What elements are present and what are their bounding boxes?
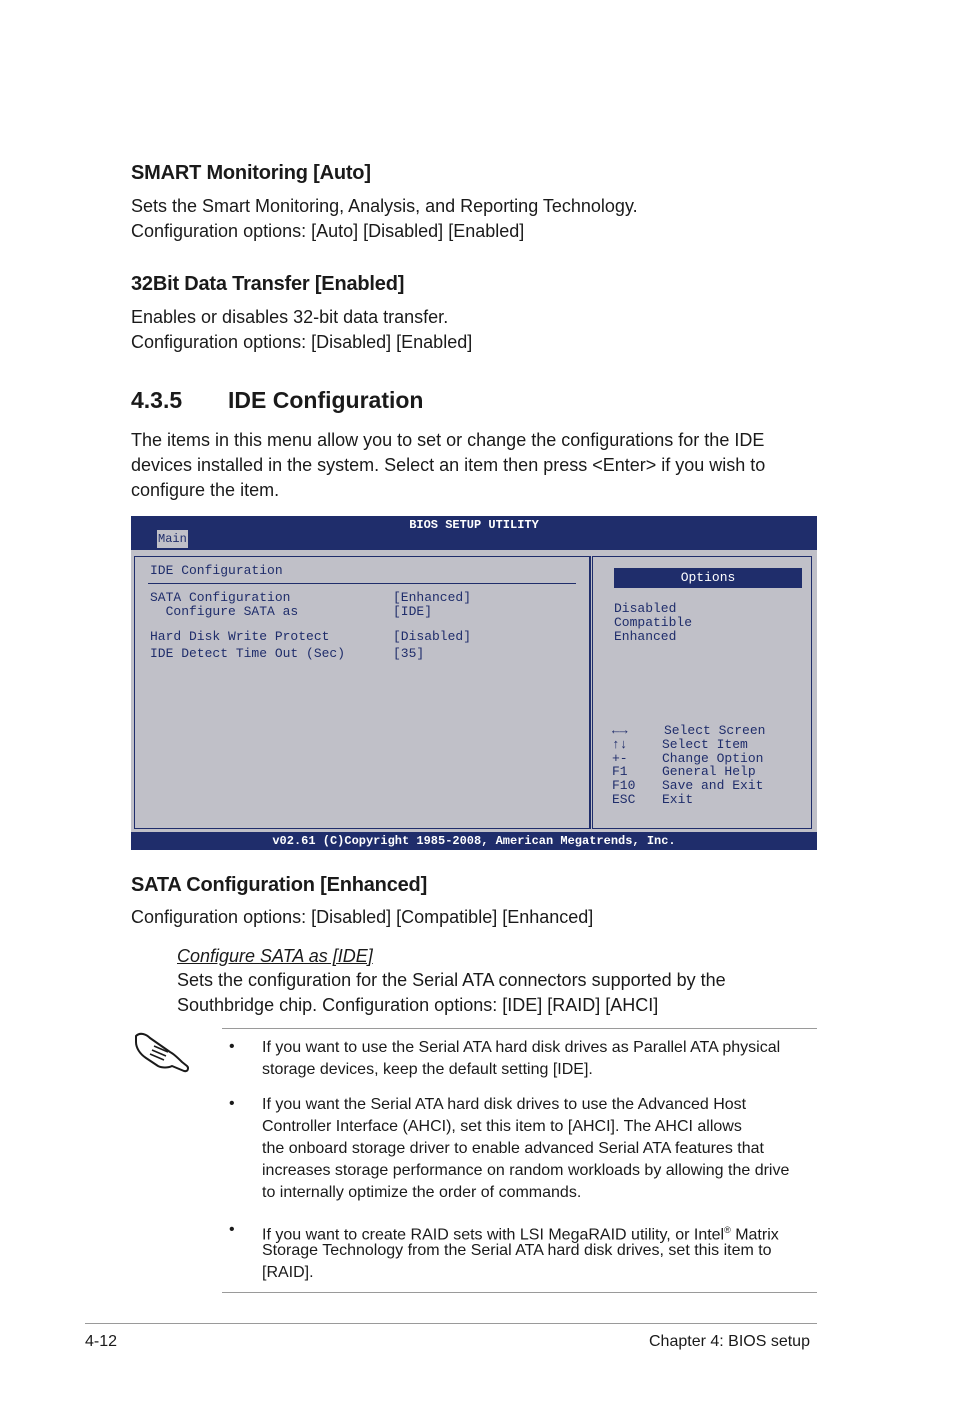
note-text: Controller Interface (AHCI), set this item to [AHCI]. The AHCI allows bbox=[262, 1118, 742, 1135]
bios-key: ↑↓ bbox=[612, 737, 628, 752]
bullet-dot: • bbox=[229, 1038, 235, 1055]
bit32-heading: 32Bit Data Transfer [Enabled] bbox=[131, 273, 405, 295]
bullet-dot: • bbox=[229, 1221, 235, 1238]
note-text: storage devices, keep the default setting [IDE]. bbox=[262, 1061, 593, 1078]
ide-intro-3: configure the item. bbox=[131, 480, 280, 500]
bios-row-label[interactable]: IDE Detect Time Out (Sec) bbox=[150, 646, 346, 661]
smart-options: Configuration options: [Auto] [Disabled] [Enabled] bbox=[131, 221, 525, 241]
note-text: [RAID]. bbox=[262, 1264, 314, 1281]
bios-row-label[interactable]: Configure SATA as bbox=[150, 604, 299, 619]
ide-intro-1: The items in this menu allow you to set or change the configurations for the IDE bbox=[131, 430, 765, 450]
note-text-part: If you want to create RAID sets with LSI MegaRAID utility, or Intel bbox=[262, 1226, 725, 1244]
bios-key-desc: Select Screen bbox=[664, 723, 766, 738]
bit32-options: Configuration options: [Disabled] [Enabled] bbox=[131, 332, 473, 352]
sata-options: Configuration options: [Disabled] [Compatible] [Enhanced] bbox=[131, 907, 594, 927]
bios-row-value[interactable]: [Disabled] bbox=[393, 629, 472, 644]
bios-key-desc: Save and Exit bbox=[662, 778, 764, 793]
bios-key: F10 bbox=[612, 778, 636, 793]
footer-rule bbox=[85, 1323, 817, 1324]
note-rule-bottom bbox=[222, 1292, 817, 1293]
bios-divider bbox=[589, 556, 591, 829]
bios-key-desc: Select Item bbox=[662, 737, 748, 752]
note-text: Storage Technology from the Serial ATA hard disk drives, set this item to bbox=[262, 1242, 772, 1259]
note-text: the onboard storage driver to enable advanced Serial ATA features that bbox=[262, 1140, 764, 1157]
note-text-part: Matrix bbox=[730, 1226, 779, 1244]
bios-row-label[interactable]: SATA Configuration bbox=[150, 590, 291, 605]
bios-option[interactable]: Compatible bbox=[614, 615, 693, 630]
bios-screenshot bbox=[131, 516, 817, 850]
bios-footer: v02.61 (C)Copyright 1985-2008, American Megatrends, Inc. bbox=[131, 832, 817, 850]
note-text: If you want to use the Serial ATA hard disk drives as Parallel ATA physical bbox=[262, 1039, 781, 1056]
bit32-desc: Enables or disables 32-bit data transfer. bbox=[131, 307, 449, 327]
bios-row-label[interactable]: Hard Disk Write Protect bbox=[150, 629, 330, 644]
bios-title-bar bbox=[131, 516, 817, 550]
bios-panel-rule bbox=[148, 583, 576, 584]
note-text: If you want the Serial ATA hard disk drives to use the Advanced Host bbox=[262, 1096, 747, 1113]
note-text: to internally optimize the order of commands. bbox=[262, 1184, 582, 1201]
ide-intro-2: devices installed in the system. Select an item then press <Enter> if you wish to bbox=[131, 455, 766, 475]
bios-panel-title: IDE Configuration bbox=[150, 563, 283, 578]
bios-option[interactable]: Disabled bbox=[614, 601, 677, 616]
bios-key: ESC bbox=[612, 792, 636, 807]
chapter-label: Chapter 4: BIOS setup bbox=[649, 1333, 810, 1350]
note-text: increases storage performance on random workloads by allowing the drive bbox=[262, 1162, 790, 1179]
section-title: IDE Configuration bbox=[228, 387, 424, 413]
bios-row-value[interactable]: [35] bbox=[393, 646, 425, 661]
bios-key: +- bbox=[612, 751, 628, 766]
sata-sub-desc-1: Sets the configuration for the Serial ATA connectors supported by the bbox=[177, 970, 726, 990]
sata-sub-heading: Configure SATA as [IDE] bbox=[177, 946, 373, 966]
bios-key: F1 bbox=[612, 764, 628, 779]
hand-pointer-icon bbox=[132, 1028, 192, 1074]
bios-key-desc: Change Option bbox=[662, 751, 764, 766]
smart-heading: SMART Monitoring [Auto] bbox=[131, 162, 371, 184]
sata-heading: SATA Configuration [Enhanced] bbox=[131, 874, 428, 896]
bios-row-value[interactable]: [IDE] bbox=[393, 604, 433, 619]
smart-desc: Sets the Smart Monitoring, Analysis, and Reporting Technology. bbox=[131, 196, 638, 216]
bios-option[interactable]: Enhanced bbox=[614, 629, 677, 644]
bios-row-value[interactable]: [Enhanced] bbox=[393, 590, 472, 605]
bios-options-header: Options bbox=[614, 568, 802, 588]
bullet-dot: • bbox=[229, 1095, 235, 1112]
bios-key-desc: Exit bbox=[662, 792, 694, 807]
bios-key-desc: General Help bbox=[662, 764, 756, 779]
registered-mark: ® bbox=[724, 1225, 731, 1235]
section-number: 4.3.5 bbox=[131, 387, 183, 413]
page-number: 4-12 bbox=[85, 1333, 118, 1350]
note-rule-top bbox=[222, 1028, 817, 1029]
bios-key: ←→ bbox=[612, 723, 628, 738]
bios-tab-main[interactable]: Main bbox=[158, 532, 187, 546]
bios-title: BIOS SETUP UTILITY bbox=[409, 518, 539, 532]
sata-sub-desc-2: Southbridge chip. Configuration options: [IDE] [RAID] [AHCI] bbox=[177, 995, 659, 1015]
